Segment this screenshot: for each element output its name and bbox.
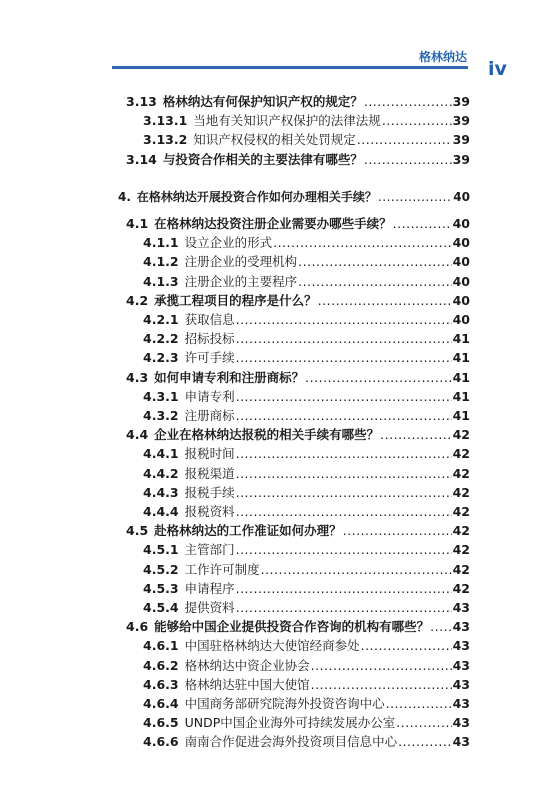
toc-entry[interactable] bbox=[126, 235, 470, 251]
toc-entry-page: 42 bbox=[452, 427, 470, 443]
toc-leader-dots bbox=[236, 446, 452, 462]
toc-entry-number: 4.4.4 bbox=[143, 504, 179, 519]
toc-entry-page: 41 bbox=[452, 408, 470, 423]
toc-entry-page: 40 bbox=[452, 216, 470, 231]
toc-entry-title: 设立企业的形式 bbox=[184, 235, 273, 251]
toc-entry-number: 4.6.4 bbox=[143, 696, 179, 711]
toc-entry-page: 40 bbox=[452, 235, 470, 251]
toc-entry[interactable] bbox=[126, 216, 470, 232]
toc-leader-dots bbox=[236, 485, 452, 501]
toc-entry-title: 在格林纳达投资注册企业需要办哪些手续？ bbox=[154, 216, 392, 231]
toc-leader-dots bbox=[311, 677, 452, 693]
toc-entry[interactable] bbox=[126, 562, 470, 578]
toc-leader-dots bbox=[298, 274, 451, 290]
toc-entry-title: 能够给中国企业提供投资合作咨询的机构有哪些？ bbox=[154, 619, 430, 635]
toc-entry-title: 报税时间 bbox=[184, 446, 235, 462]
toc-leader-dots bbox=[236, 312, 452, 328]
toc-entry-title: 报税渠道 bbox=[184, 465, 235, 481]
toc-entry-title: 注册企业的受理机构 bbox=[184, 254, 298, 270]
toc-entry[interactable] bbox=[126, 446, 470, 462]
toc-leader-dots bbox=[343, 523, 452, 539]
toc-entry[interactable] bbox=[126, 619, 470, 635]
toc-entry[interactable] bbox=[126, 638, 470, 654]
toc-leader-dots bbox=[273, 235, 451, 251]
toc-leader-dots bbox=[396, 715, 451, 731]
toc-entry-title: 申请程序 bbox=[184, 580, 235, 596]
toc-entry-title: 如何申请专利和注册商标？ bbox=[154, 369, 305, 385]
toc-entry[interactable] bbox=[126, 504, 470, 520]
toc-entry-number: 3.13.2 bbox=[143, 132, 188, 148]
toc-entry-title: 主管部门 bbox=[184, 542, 235, 558]
toc-entry[interactable] bbox=[126, 466, 470, 482]
toc-leader-dots bbox=[380, 427, 451, 443]
toc-entry[interactable] bbox=[126, 274, 470, 290]
toc-entry-page: 42 bbox=[452, 504, 470, 519]
toc-entry-number: 4.4.2 bbox=[143, 465, 179, 481]
toc-entry-title: 招标投标 bbox=[184, 331, 235, 347]
toc-entry-number: 4.1.3 bbox=[143, 273, 179, 289]
toc-leader-dots bbox=[236, 466, 452, 482]
toc-entry-page: 40 bbox=[452, 292, 470, 308]
toc-entry-number: 4.6.2 bbox=[143, 657, 179, 673]
toc-entry-title: 中国驻格林纳达大使馆经商参处 bbox=[184, 638, 360, 654]
toc-leader-dots bbox=[357, 132, 452, 148]
toc-entry-number: 4.6 bbox=[126, 619, 149, 635]
toc-leader-dots bbox=[236, 581, 452, 597]
toc-entry-number: 4.2.1 bbox=[143, 312, 179, 327]
toc-entry[interactable] bbox=[126, 600, 470, 616]
toc-entry-title: 与投资合作相关的主要法律有哪些？ bbox=[162, 151, 363, 167]
toc-entry[interactable] bbox=[126, 427, 470, 443]
toc-entry-number: 4.2.3 bbox=[143, 350, 179, 366]
toc-entry-page: 40 bbox=[452, 273, 470, 289]
toc-entry-number: 4.5.3 bbox=[143, 580, 179, 596]
toc-entry-number: 4.1.1 bbox=[143, 235, 179, 251]
toc-entry-number: 4.2 bbox=[126, 292, 149, 308]
toc-entry-page: 43 bbox=[452, 619, 470, 635]
toc-leader-dots bbox=[378, 189, 452, 205]
toc-entry[interactable] bbox=[126, 350, 470, 366]
toc-entry-page: 42 bbox=[452, 446, 470, 462]
toc-entry-title: 中国商务部研究院海外投资咨询中心 bbox=[184, 696, 385, 711]
toc-entry[interactable] bbox=[126, 658, 470, 674]
toc-entry[interactable] bbox=[126, 542, 470, 558]
toc-entry-title: 在格林纳达开展投资合作如何办理相关手续？ bbox=[136, 189, 377, 204]
toc-entry-number: 4.6.3 bbox=[143, 676, 179, 692]
toc-leader-dots bbox=[311, 658, 452, 674]
toc-entry[interactable] bbox=[126, 370, 470, 386]
toc-entry[interactable] bbox=[126, 677, 470, 693]
toc-entry-number: 3.13 bbox=[126, 94, 157, 109]
toc-entry[interactable] bbox=[126, 254, 470, 270]
toc-entry-number: 4.2.2 bbox=[143, 331, 179, 347]
toc-entry[interactable] bbox=[126, 312, 470, 328]
toc-entry-title: 当地有关知识产权保护的法律法规 bbox=[193, 113, 381, 129]
toc-entry[interactable] bbox=[126, 696, 470, 712]
toc-entry[interactable] bbox=[126, 523, 470, 539]
toc-entry-number: 4.3.1 bbox=[143, 388, 179, 404]
toc-entry-page: 41 bbox=[452, 331, 470, 347]
toc-entry-title: 许可手续 bbox=[184, 350, 235, 366]
toc-leader-dots bbox=[261, 562, 452, 578]
toc-entry-title: 提供资料 bbox=[184, 600, 235, 615]
toc-entry[interactable] bbox=[126, 389, 470, 405]
toc-entry-number: 4.4 bbox=[126, 427, 149, 443]
toc-leader-dots bbox=[364, 94, 452, 110]
toc-entry-page: 41 bbox=[452, 369, 470, 385]
toc-entry-number: 4.1 bbox=[126, 216, 149, 231]
toc-entry-title: 工作许可制度 bbox=[184, 561, 260, 577]
toc-entry-title: 知识产权侵权的相关处罚规定 bbox=[193, 132, 356, 148]
toc-entry-number: 4. bbox=[118, 189, 131, 204]
toc-entry-number: 4.6.6 bbox=[143, 734, 179, 750]
toc-leader-dots bbox=[318, 293, 452, 309]
toc-leader-dots bbox=[393, 216, 452, 232]
toc-entry-title: 格林纳达中资企业协会 bbox=[184, 657, 310, 673]
toc-entry[interactable] bbox=[126, 132, 470, 148]
toc-entry-page: 43 bbox=[452, 657, 470, 673]
toc-entry-page: 42 bbox=[452, 580, 470, 596]
toc-entry-page: 43 bbox=[452, 696, 470, 711]
page-number: iv bbox=[488, 58, 507, 80]
toc-entry-page: 40 bbox=[452, 312, 470, 327]
toc-entry-page: 43 bbox=[452, 600, 470, 615]
toc-entry-number: 4.3 bbox=[126, 369, 149, 385]
toc-entry-number: 3.13.1 bbox=[143, 113, 188, 129]
toc-entry[interactable] bbox=[126, 94, 470, 110]
toc-entry-number: 4.5.1 bbox=[143, 542, 179, 558]
toc-entry-title: 赴格林纳达的工作准证如何办理？ bbox=[154, 523, 342, 539]
toc-entry-title: UNDP中国企业海外可持续发展办公室 bbox=[184, 715, 396, 731]
toc-entry-title: 格林纳达有何保护知识产权的规定？ bbox=[162, 94, 363, 109]
toc-entry-title: 南南合作促进会海外投资项目信息中心 bbox=[184, 734, 398, 750]
toc-entry-number: 4.6.1 bbox=[143, 638, 179, 654]
toc-entry-title: 承揽工程项目的程序是什么？ bbox=[154, 292, 317, 308]
toc-entry-title: 注册企业的主要程序 bbox=[184, 273, 298, 289]
toc-leader-dots bbox=[236, 389, 452, 405]
toc-entry-page: 39 bbox=[452, 94, 470, 109]
toc-entry-page: 39 bbox=[452, 113, 470, 129]
toc-entry[interactable] bbox=[126, 113, 470, 129]
toc-entry-number: 3.14 bbox=[126, 151, 157, 167]
toc-entry-page: 42 bbox=[452, 561, 470, 577]
toc-entry-number: 4.5.2 bbox=[143, 561, 179, 577]
toc-entry-title: 报税手续 bbox=[184, 484, 235, 500]
toc-entry-page: 42 bbox=[452, 523, 470, 539]
toc-entry[interactable] bbox=[118, 189, 470, 205]
toc-entry-number: 4.5 bbox=[126, 523, 149, 539]
toc-entry[interactable] bbox=[126, 715, 470, 731]
toc-entry-title: 格林纳达驻中国大使馆 bbox=[184, 676, 310, 692]
running-header-title: 格林纳达 bbox=[418, 50, 467, 64]
toc-leader-dots bbox=[236, 600, 452, 616]
toc-leader-dots bbox=[364, 152, 452, 168]
toc-entry-page: 42 bbox=[452, 484, 470, 500]
toc-entry[interactable] bbox=[126, 485, 470, 501]
toc-leader-dots bbox=[305, 370, 451, 386]
toc-entry-number: 4.5.4 bbox=[143, 600, 179, 615]
toc-entry-number: 4.4.1 bbox=[143, 446, 179, 462]
toc-entry[interactable] bbox=[126, 408, 470, 424]
toc-entry-page: 39 bbox=[452, 151, 470, 167]
toc-entry[interactable] bbox=[126, 581, 470, 597]
toc-entry-number: 4.4.3 bbox=[143, 484, 179, 500]
toc-entry-page: 43 bbox=[452, 676, 470, 692]
toc-leader-dots bbox=[236, 331, 452, 347]
toc-entry-page: 40 bbox=[453, 189, 470, 204]
toc-entry-page: 43 bbox=[452, 638, 470, 654]
toc-entry-title: 注册商标 bbox=[184, 408, 235, 423]
toc-entry-page: 41 bbox=[452, 388, 470, 404]
toc-entry-number: 4.6.5 bbox=[143, 715, 179, 731]
toc-leader-dots bbox=[236, 350, 452, 366]
toc-leader-dots bbox=[382, 113, 452, 129]
toc-entry-page: 39 bbox=[452, 132, 470, 148]
toc-leader-dots bbox=[298, 254, 451, 270]
toc-leader-dots bbox=[398, 734, 451, 750]
toc-entry[interactable] bbox=[126, 734, 470, 750]
toc-entry-page: 42 bbox=[452, 542, 470, 558]
toc-entry[interactable] bbox=[126, 152, 470, 168]
toc-leader-dots bbox=[361, 638, 452, 654]
toc-leader-dots bbox=[236, 504, 452, 520]
toc-leader-dots bbox=[386, 696, 452, 712]
toc-entry-title: 获取信息 bbox=[184, 312, 235, 327]
toc-entry-number: 4.1.2 bbox=[143, 254, 179, 270]
toc-entry-page: 41 bbox=[452, 350, 470, 366]
toc-entry-title: 申请专利 bbox=[184, 388, 235, 404]
toc-entry-title: 报税资料 bbox=[184, 504, 235, 519]
toc-entry-page: 43 bbox=[452, 715, 470, 731]
toc-entry-page: 42 bbox=[452, 465, 470, 481]
toc-leader-dots bbox=[430, 619, 451, 635]
toc-entry[interactable] bbox=[126, 293, 470, 309]
toc-leader-dots bbox=[236, 542, 452, 558]
toc-leader-dots bbox=[236, 408, 452, 424]
toc-entry-number: 4.3.2 bbox=[143, 408, 179, 423]
toc-entry-page: 43 bbox=[452, 734, 470, 750]
toc-entry[interactable] bbox=[126, 331, 470, 347]
toc-entry-page: 40 bbox=[452, 254, 470, 270]
header-rule bbox=[112, 66, 468, 69]
toc-entry-title: 企业在格林纳达报税的相关手续有哪些？ bbox=[154, 427, 380, 443]
